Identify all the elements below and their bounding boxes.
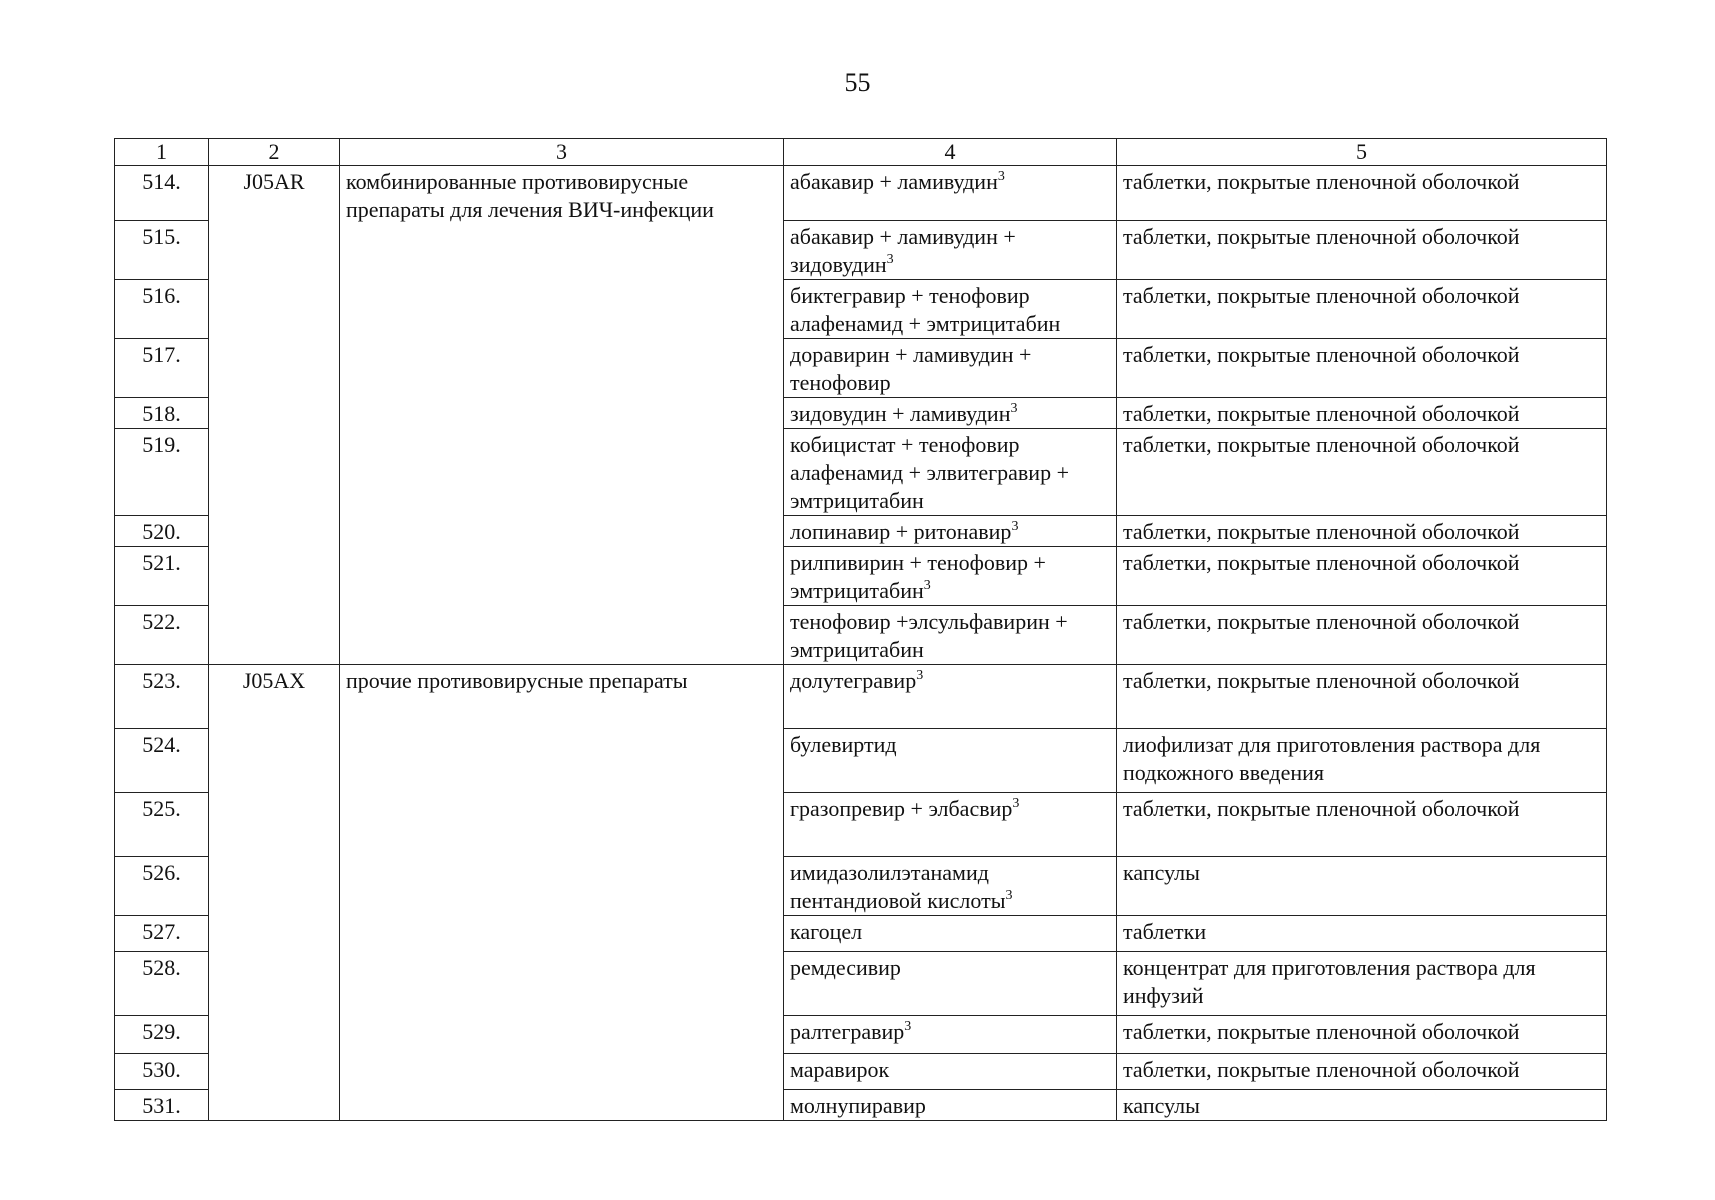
dosage-form: таблетки, покрытые пленочной оболочкой	[1117, 665, 1607, 729]
drug-name: тенофовир +элсульфавирин + эмтрицитабин	[790, 609, 1068, 662]
page-number: 55	[844, 68, 871, 97]
column-number: 2	[209, 139, 340, 166]
dosage-form: таблетки, покрытые пленочной оболочкой	[1117, 793, 1607, 857]
drug-name-cell	[784, 516, 1117, 547]
drug-name: рилпивирин + тенофовир + эмтрицитабин	[790, 550, 1046, 603]
drug-name: кагоцел	[790, 919, 863, 944]
column-number: 4	[784, 139, 1117, 166]
column-number: 3	[340, 139, 784, 166]
footnote-marker: 3	[1010, 401, 1018, 416]
drug-name-cell	[784, 665, 1117, 729]
drug-name-cell	[784, 166, 1117, 221]
row-number: 519.	[115, 429, 209, 516]
drug-name: доравирин + ламивудин + тенофовир	[790, 342, 1032, 395]
footnote-marker: 3	[886, 252, 894, 267]
footnote-marker: 3	[1012, 796, 1020, 811]
drug-name: биктегравир + тенофовир алафенамид + эмтрицитабин	[790, 283, 1061, 336]
dosage-form: таблетки, покрытые пленочной оболочкой	[1117, 221, 1607, 280]
row-number: 515.	[115, 221, 209, 280]
drug-name: абакавир + ламивудин + зидовудин	[790, 224, 1016, 277]
drug-name-cell	[784, 339, 1117, 398]
footnote-marker: 3	[1005, 888, 1013, 903]
dosage-form: таблетки, покрытые пленочной оболочкой	[1117, 547, 1607, 606]
row-number: 531.	[115, 1090, 209, 1121]
dosage-form: таблетки, покрытые пленочной оболочкой	[1117, 606, 1607, 665]
drug-name-cell	[784, 547, 1117, 606]
drug-name-cell	[784, 729, 1117, 793]
row-number: 528.	[115, 952, 209, 1016]
row-number: 524.	[115, 729, 209, 793]
row-number: 522.	[115, 606, 209, 665]
row-number: 517.	[115, 339, 209, 398]
atc-code: J05AX	[209, 665, 340, 1121]
drug-name-cell	[784, 1016, 1117, 1054]
drug-name: имидазолилэтанамид пентандиовой кислоты	[790, 860, 1006, 913]
atc-code: J05AR	[209, 166, 340, 665]
table-row	[115, 665, 1607, 729]
dosage-form: таблетки, покрытые пленочной оболочкой	[1117, 516, 1607, 547]
drug-name-cell	[784, 1090, 1117, 1121]
drug-name-cell	[784, 280, 1117, 339]
footnote-marker: 3	[916, 668, 924, 683]
dosage-form: концентрат для приготовления раствора для инфузий	[1117, 952, 1607, 1016]
footnote-marker: 3	[904, 1019, 912, 1034]
row-number: 518.	[115, 398, 209, 429]
drug-name: молнупиравир	[790, 1093, 926, 1118]
dosage-form: таблетки, покрытые пленочной оболочкой	[1117, 398, 1607, 429]
drug-name-cell	[784, 952, 1117, 1016]
column-number-row	[115, 139, 1607, 166]
row-number: 521.	[115, 547, 209, 606]
drug-name-cell	[784, 916, 1117, 952]
drug-name: ремдесивир	[790, 955, 901, 980]
dosage-form: капсулы	[1117, 1090, 1607, 1121]
drug-name: кобицистат + тенофовир алафенамид + элвитегравир + эмтрицитабин	[790, 432, 1069, 513]
column-number: 5	[1117, 139, 1607, 166]
drug-name-cell	[784, 398, 1117, 429]
row-number: 514.	[115, 166, 209, 221]
footnote-marker: 3	[997, 169, 1005, 184]
column-number: 1	[115, 139, 209, 166]
drug-name-cell	[784, 1054, 1117, 1090]
row-number: 526.	[115, 857, 209, 916]
footnote-marker: 3	[923, 578, 931, 593]
dosage-form: таблетки, покрытые пленочной оболочкой	[1117, 1054, 1607, 1090]
dosage-form: капсулы	[1117, 857, 1607, 916]
drug-name: маравирок	[790, 1057, 890, 1082]
drug-name: долутегравир	[790, 668, 917, 693]
drug-table-body	[115, 139, 1607, 1121]
group-description: комбинированные противовирусные препараты для лечения ВИЧ-инфекции	[340, 166, 784, 665]
drug-name: лопинавир + ритонавир	[790, 519, 1012, 544]
dosage-form: таблетки, покрытые пленочной оболочкой	[1117, 1016, 1607, 1054]
row-number: 516.	[115, 280, 209, 339]
row-number: 523.	[115, 665, 209, 729]
row-number: 520.	[115, 516, 209, 547]
drug-name-cell	[784, 429, 1117, 516]
dosage-form: таблетки, покрытые пленочной оболочкой	[1117, 429, 1607, 516]
drug-table	[114, 138, 1607, 1121]
drug-name-cell	[784, 793, 1117, 857]
row-number: 527.	[115, 916, 209, 952]
dosage-form: таблетки, покрытые пленочной оболочкой	[1117, 339, 1607, 398]
drug-name: абакавир + ламивудин	[790, 169, 998, 194]
dosage-form: лиофилизат для приготовления раствора для подкожного введения	[1117, 729, 1607, 793]
drug-name-cell	[784, 857, 1117, 916]
dosage-form: таблетки, покрытые пленочной оболочкой	[1117, 280, 1607, 339]
dosage-form: таблетки, покрытые пленочной оболочкой	[1117, 166, 1607, 221]
row-number: 525.	[115, 793, 209, 857]
drug-name-cell	[784, 221, 1117, 280]
drug-name: гразопревир + элбасвир	[790, 796, 1013, 821]
table-row	[115, 166, 1607, 221]
footnote-marker: 3	[1011, 519, 1019, 534]
row-number: 530.	[115, 1054, 209, 1090]
row-number: 529.	[115, 1016, 209, 1054]
drug-name-cell	[784, 606, 1117, 665]
drug-name: ралтегравир	[790, 1019, 905, 1044]
dosage-form: таблетки	[1117, 916, 1607, 952]
drug-name: зидовудин + ламивудин	[790, 401, 1011, 426]
group-description: прочие противовирусные препараты	[340, 665, 784, 1121]
drug-name: булевиртид	[790, 732, 897, 757]
